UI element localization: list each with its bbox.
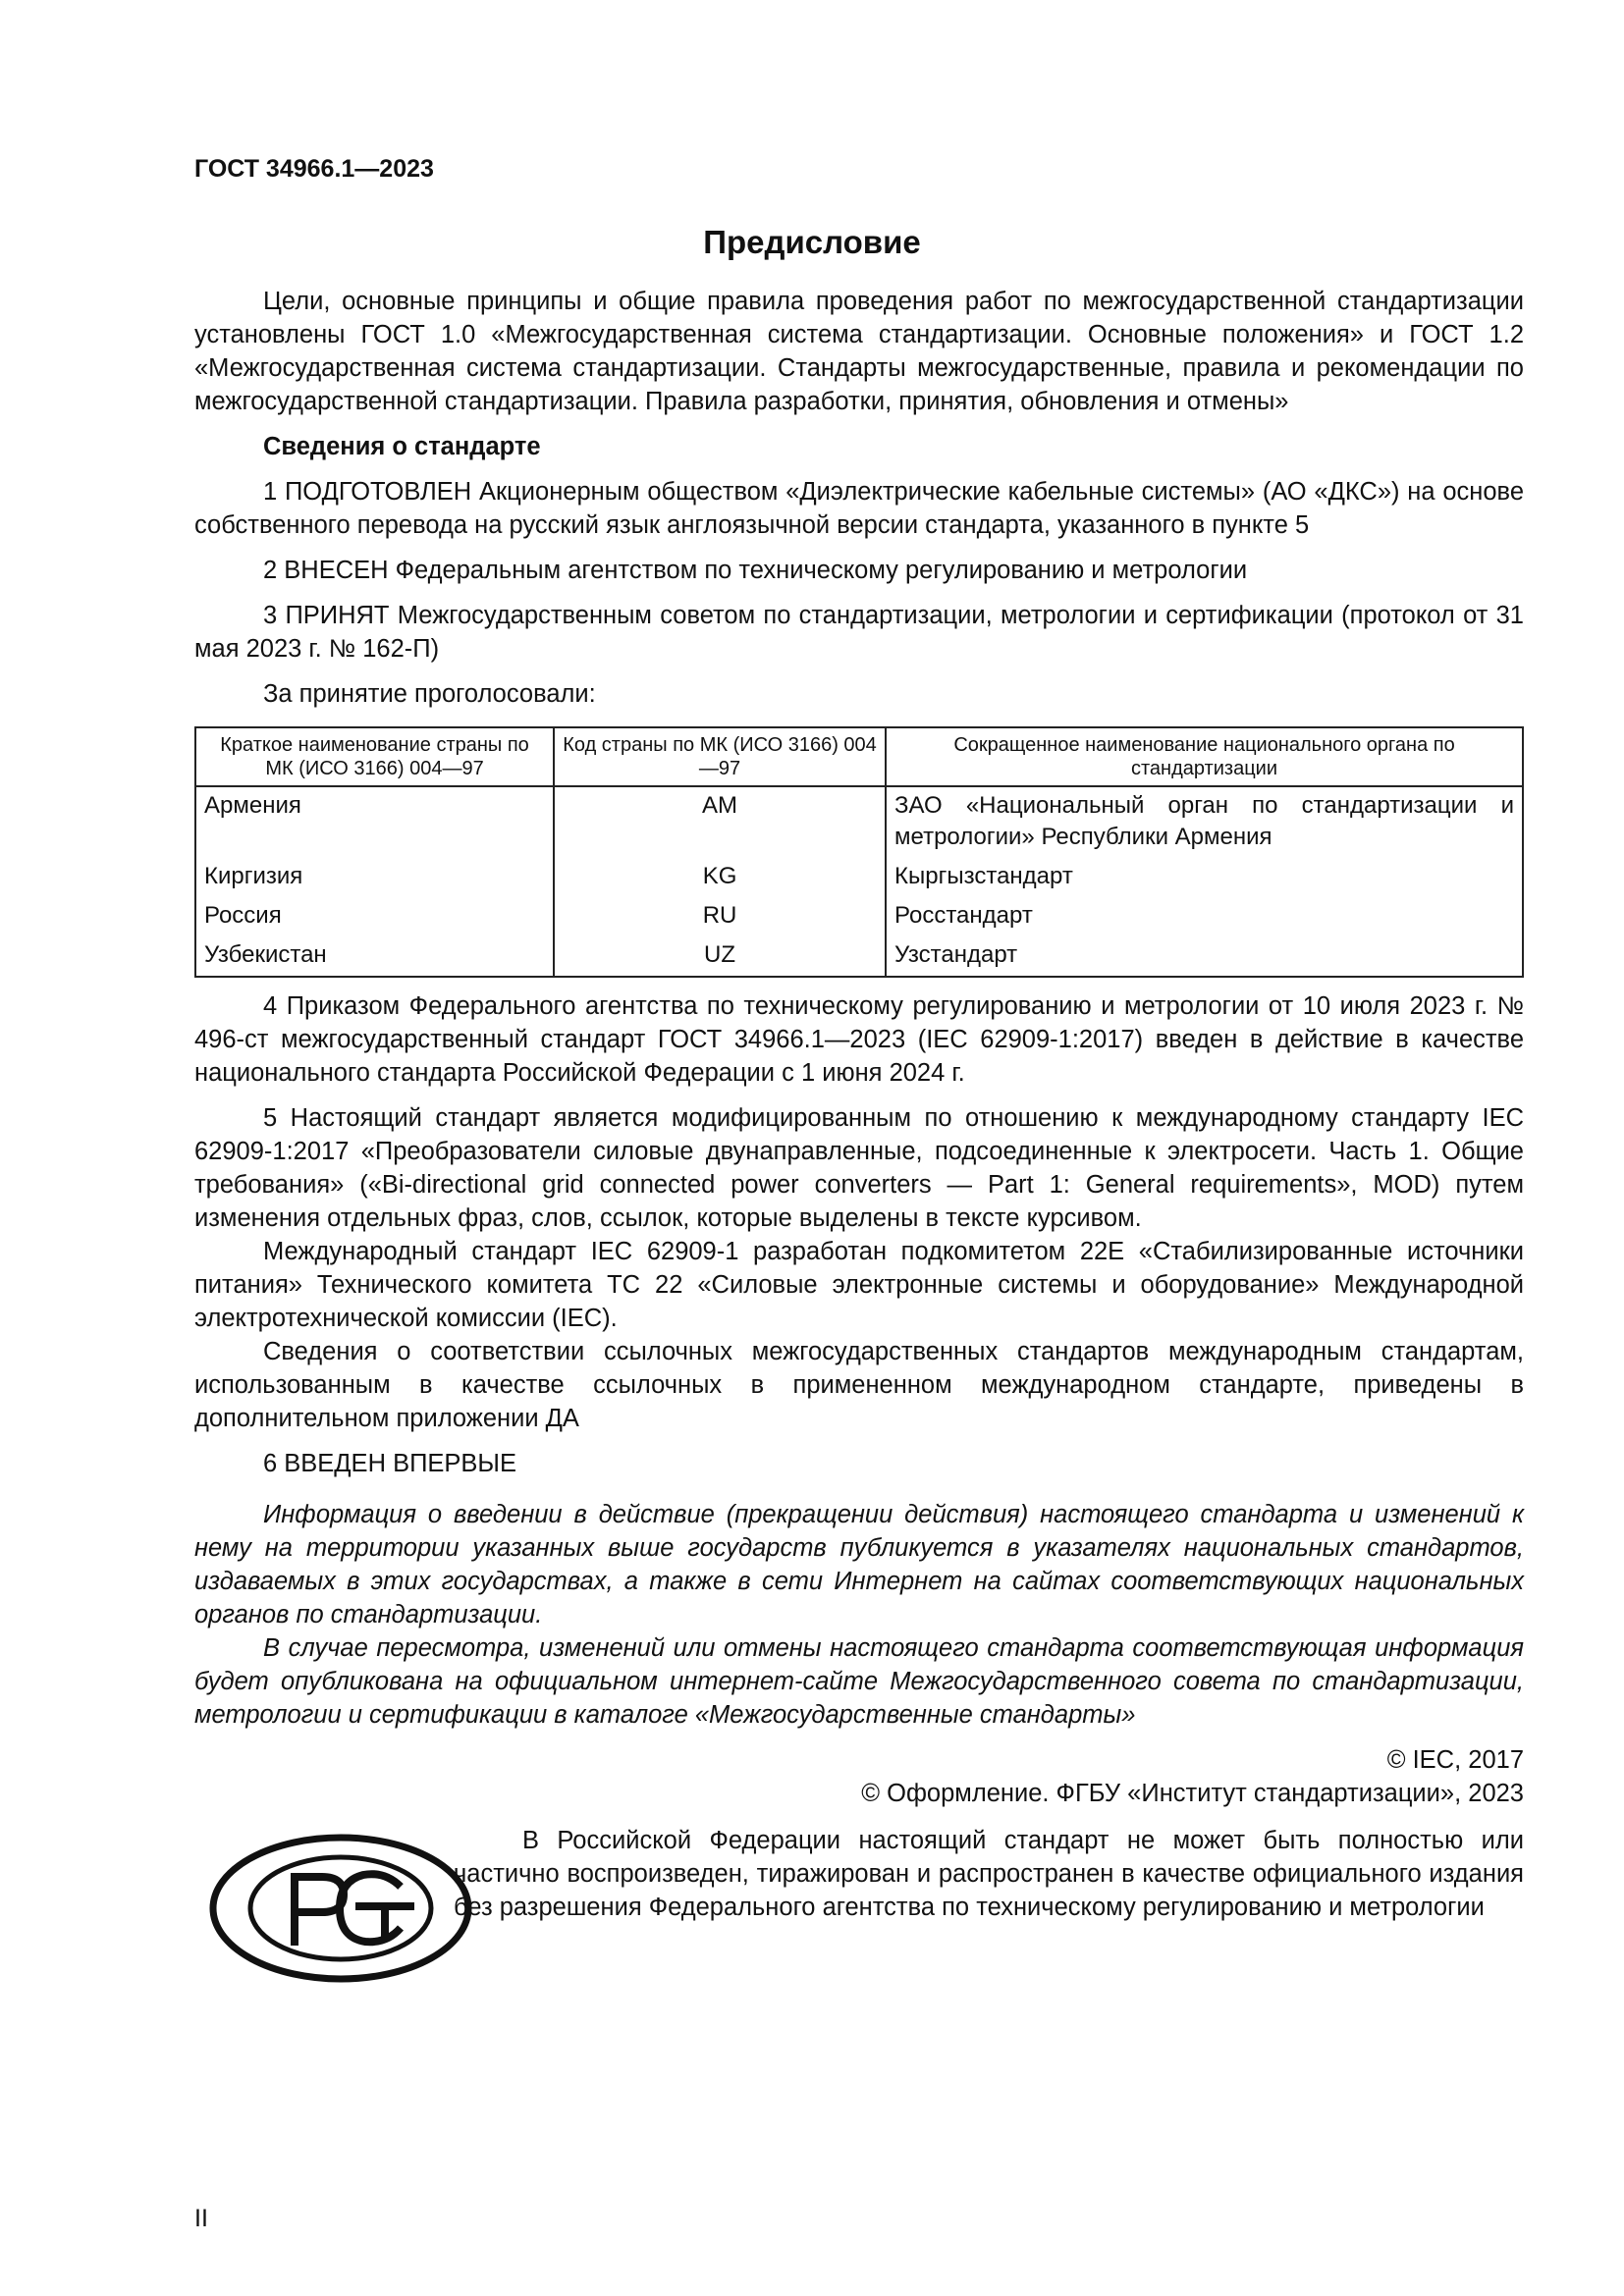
header-org: Сокращенное наименование национального органа по стандартизации [886, 727, 1523, 786]
voting-table [194, 726, 1524, 978]
code-cell: RU [554, 897, 886, 936]
item-5: 5 Настоящий стандарт является модифицированным по отношению к международному стандарту IEC 62909-1:2017 «Преобразователи силовые двунаправленные, подсоединенные к электросети. Часть 1. Общие требования» («Bi-directional grid connected power converters — Part 1: General requirements», MOD) путем изменения отдельных фраз, слов, ссылок, которые выделены в тексте курсивом. [194, 1104, 1524, 1232]
info-paragraph-1: Информация о введении в действие (прекращении действия) настоящего стандарта и изменений к нему на территории указанных выше государств публикуется в указателях национальных стандартов, издаваемых в этих государствах, а также в сети Интернет на сайтах соответствующих национальных органов по стандартизации. [194, 1501, 1524, 1629]
item-3: 3 ПРИНЯТ Межгосударственным советом по стандартизации, метрологии и сертификации (протокол от 31 мая 2023 г. № 162-П) [194, 602, 1524, 663]
intro-paragraph: Цели, основные принципы и общие правила проведения работ по межгосударственной стандартизации установлены ГОСТ 1.0 «Межгосударственная система стандартизации. Основные положения» и ГОСТ 1.2 «Межгосударственная система стандартизации. Стандарты межгосударственные, правила и рекомендации по межгосударственной стандартизации. Правила разработки, принятия, обновления и отмены» [194, 288, 1524, 415]
rst-logo-icon [208, 1830, 473, 1987]
item-4: 4 Приказом Федерального агентства по техническому регулированию и метрологии от 10 июля 2023 г. № 496-ст межгосударственный стандарт ГОСТ 34966.1—2023 (IEC 62909-1:2017) введен в действие в качестве национального стандарта Российской Федерации с 1 июня 2024 г. [194, 992, 1524, 1087]
country-cell: Армения [195, 786, 554, 858]
vote-intro: За принятие проголосовали: [263, 680, 596, 708]
org-cell: Росстандарт [886, 897, 1523, 936]
page-title: Предисловие [703, 224, 921, 260]
item-2: 2 ВНЕСЕН Федеральным агентством по техническому регулированию и метрологии [263, 557, 1248, 584]
page-number: II [194, 2205, 208, 2232]
header-code: Код страны по МК (ИСО 3166) 004—97 [554, 727, 886, 786]
info-paragraph-2: В случае пересмотра, изменений или отмены настоящего стандарта соответствующая информация будет опубликована на официальном интернет-сайте Межгосударственного совета по стандартизации, метрологии и сертификации в каталоге «Межгосударственные стандарты» [194, 1634, 1524, 1729]
code-cell: KG [554, 858, 886, 897]
table-header-row [195, 727, 1523, 786]
org-cell: ЗАО «Национальный орган по стандартизации и метрологии» Республики Армения [886, 786, 1523, 858]
item-5-paragraph-3: Сведения о соответствии ссылочных межгосударственных стандартов международным стандартам, использованным в качестве ссылочных в примененном международном стандарте, приведены в дополнительном приложении ДА [194, 1338, 1524, 1432]
item-1: 1 ПОДГОТОВЛЕН Акционерным обществом «Диэлектрические кабельные системы» (АО «ДКС») на основе собственного перевода на русский язык англоязычной версии стандарта, указанного в пункте 5 [194, 478, 1524, 539]
code-cell: UZ [554, 936, 886, 977]
country-cell: Киргизия [195, 858, 554, 897]
item-5-paragraph-2: Международный стандарт IEC 62909-1 разработан подкомитетом 22E «Стабилизированные источники питания» Технического комитета TC 22 «Силовые электронные системы и оборудование» Международной электротехнической комиссии (IEC). [194, 1238, 1524, 1332]
document-body [194, 285, 1524, 2030]
table-row [195, 936, 1523, 977]
table-row [195, 897, 1523, 936]
table-row [195, 858, 1523, 897]
copyright-iec: © IEC, 2017 [1386, 1746, 1524, 1774]
code-cell: AM [554, 786, 886, 858]
footer-notice-block [194, 1824, 1524, 2030]
copyright-institute: © Оформление. ФГБУ «Институт стандартизации», 2023 [861, 1780, 1524, 1807]
table-row [195, 786, 1523, 858]
country-cell: Узбекистан [195, 936, 554, 977]
org-cell: Узстандарт [886, 936, 1523, 977]
copyright-notice: В Российской Федерации настоящий стандарт не может быть полностью или частично воспроизведен, тиражирован и распространен в качестве официального издания без разрешения Федерального агентства по техническому регулированию и метрологии [454, 1827, 1524, 1921]
section-heading: Сведения о стандарте [263, 433, 541, 460]
country-cell: Россия [195, 897, 554, 936]
header-country: Краткое наименование страны по МК (ИСО 3166) 004—97 [195, 727, 554, 786]
document-code: ГОСТ 34966.1—2023 [194, 155, 434, 183]
item-6: 6 ВВЕДЕН ВПЕРВЫЕ [263, 1450, 517, 1477]
org-cell: Кыргызстандарт [886, 858, 1523, 897]
